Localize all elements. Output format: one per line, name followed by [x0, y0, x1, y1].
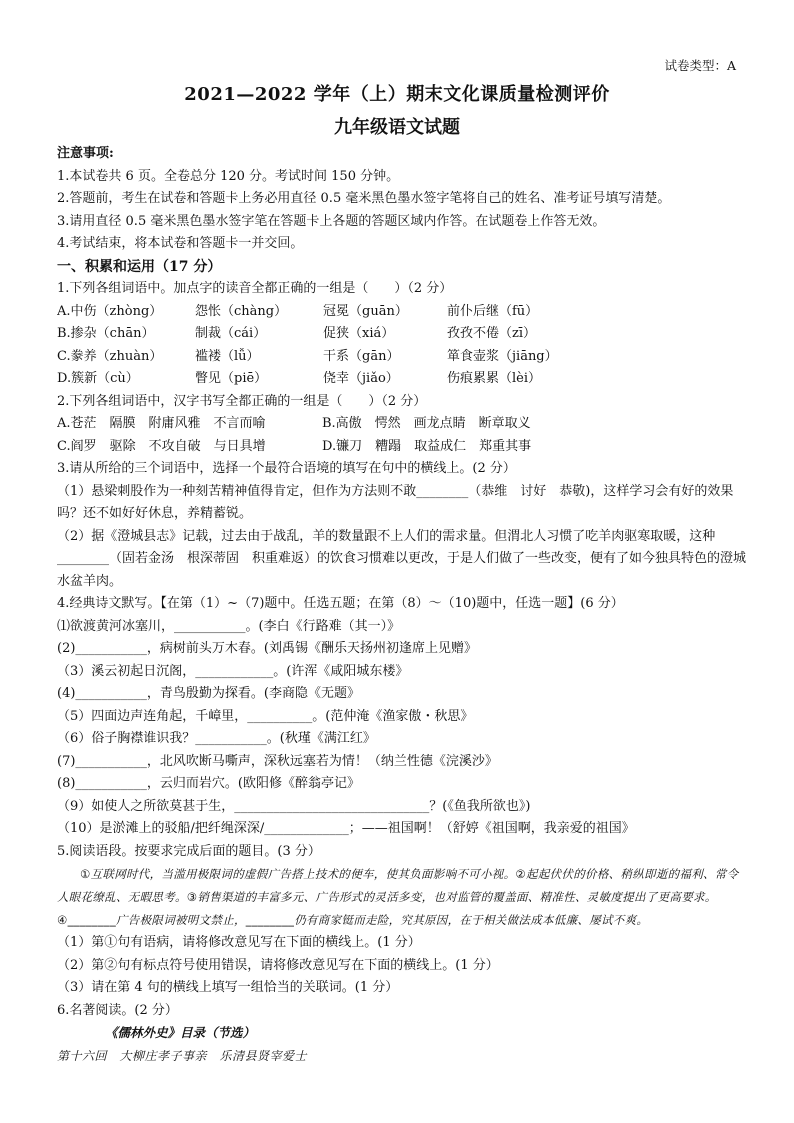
option-text: C.阎罗 驱除 不攻自破 与日具增	[57, 438, 266, 454]
q3-part1: （1）悬梁刺股作为一种刻苦精神值得肯定，但作为方法则不敢________（恭维 讨好 恭敬)，这样学习会有好的效果吗？还不如好好休息，养精蓄锐。	[57, 483, 734, 521]
q5-stem: 5.阅读语段。按要求完成后面的题目。(3 分）	[57, 843, 321, 859]
q1-option-b	[57, 323, 749, 346]
q4-item: (8)___________，云归而岩穴。(欧阳修《醉翁亭记》	[57, 776, 360, 791]
q5-sub: （1）第①句有语病，请将修改意见写在下面的横线上。(1 分）	[57, 935, 421, 950]
option-word: 箪食壶浆（jiāng）	[447, 348, 558, 364]
q2-stem: 2.下列各组词语中，汉字书写全都正确的一组是（ ）（2 分）	[57, 393, 427, 409]
q3-part2: （2）据《澄城县志》记载，过去由于战乱，羊的数量跟不上人们的需求量。但渭北人习惯了吃羊肉驱寒取暖，这种________（固若金汤 根深蒂固 积重难返）的饮食习惯难以更改，于是人们做了一些改变，便有了如今独具特色的澄城水盆羊肉。	[57, 528, 747, 589]
q1-option-d	[57, 368, 749, 391]
section-heading: 一、积累和运用（17 分）	[57, 258, 222, 275]
option-word: C.豢养（zhuàn）	[57, 348, 163, 364]
option-word: 干系（gān）	[323, 348, 400, 364]
option-word: D.簇新（cù）	[57, 371, 139, 386]
q2-options-ab	[57, 413, 749, 436]
q1-option-a	[57, 301, 749, 324]
option-text: D.镰刀 糟蹋 取益成仁 郑重其事	[322, 438, 532, 454]
q4-item: （6）俗子胸襟谁识我？___________。(秋瑾《满江红》	[57, 731, 376, 746]
option-word: 瞥见（piē）	[195, 371, 268, 386]
option-word: 孜孜不倦（zī）	[447, 326, 537, 341]
q4-item: (7)___________，北风吹断马嘶声，深秋远塞若为情！（纳兰性德《浣溪沙》	[57, 753, 498, 769]
option-word: 伤痕累累（lèi）	[447, 371, 542, 386]
note-item: 4.考试结束，将本试卷和答题卡一并交回。	[57, 236, 304, 251]
q4-item: ⑴欲渡黄河冰塞川，___________。(李白《行路难（其一）》	[57, 618, 401, 634]
exam-content	[57, 143, 749, 1067]
q1-option-c	[57, 346, 749, 369]
paper-type-label: 试卷类型：A	[664, 58, 736, 73]
q6-toc-title: 《儒林外史》目录（节选）	[105, 1025, 256, 1040]
option-word: 怨怅（chàng）	[195, 303, 288, 319]
q4-item: (4)___________，青鸟殷勤为探看。(李商隐《无题》	[57, 686, 360, 701]
exam-title: 2021—2022 学年（上）期末文化课质量检测评价	[184, 84, 610, 105]
option-word: A.中伤（zhòng）	[57, 303, 163, 319]
q2-options-cd	[57, 436, 749, 459]
q5-sub: （2）第②句有标点符号使用错误，请将修改意见写在下面的横线上。(1 分）	[57, 957, 499, 973]
option-word: 前仆后继（fū）	[447, 303, 539, 319]
note-item: 2.答题前，考生在试卷和答题卡上务必用直径 0.5 毫米黑色墨水签字笔将自己的姓名、准考证号填写清楚。	[57, 191, 671, 206]
note-item: 3.请用直径 0.5 毫米黑色墨水签字笔在答题卡上各题的答题区域内作答。在试题卷上作答无效。	[57, 213, 606, 229]
q6-toc-line: 第十六回 大柳庄孝子事亲 乐清县贤宰爱士	[57, 1048, 308, 1063]
option-word: 促狭（xiá）	[323, 326, 395, 341]
option-word: 冠冕（guān）	[323, 303, 408, 319]
q6-stem: 6.名著阅读。(2 分）	[57, 1002, 178, 1018]
option-text: B.高傲 愕然 画龙点睛 断章取义	[322, 416, 531, 431]
option-word: B.掺杂（chān）	[57, 326, 155, 341]
q5-passage: ①互联网时代，当滥用极限词的虚假广告搭上技术的便车，使其负面影响不可小视。②起起伏伏的价格、稍纵即逝的福利、常令人眼花缭乱、无暇思考。③销售渠道的丰富多元、广告形式的灵活多变，也对监管的覆盖面、精准性、灵敏度提出了更高要求。④________广告极限词被明文禁止，________仍有商家铤而走险，究其原因，在于相关做法成本低廉、屡试不爽。	[57, 867, 739, 927]
q3-stem: 3.请从所给的三个词语中，选择一个最符合语境的填写在句中的横线上。(2 分）	[57, 461, 516, 476]
option-text: A.苍茫 隔膜 附庸风雅 不言而喻	[57, 416, 266, 431]
option-word: 侥幸（jiǎo）	[323, 371, 399, 386]
q4-item: （9）如使人之所欲莫甚于生，______________________________？(《鱼我所欲也》)	[57, 798, 531, 814]
notes-heading: 注意事项:	[57, 146, 114, 161]
option-word: 制裁（cái）	[195, 326, 267, 341]
q4-item: （10）是淤滩上的驳船/把纤绳深深/_____________；——祖国啊！（舒婷《祖国啊，我亲爱的祖国》	[57, 821, 635, 836]
q4-item: （3）溪云初起日沉阁，____________。(许浑《咸阳城东楼》	[57, 663, 409, 679]
q4-item: （5）四面边声连角起，千嶂里，__________。(范仲淹《渔家傲・秋思》	[57, 708, 474, 724]
q4-item: (2)___________，病树前头万木春。(刘禹锡《酬乐天扬州初逢席上见赠》	[57, 641, 477, 656]
option-word: 褴褛（lǚ）	[195, 348, 260, 364]
q5-sub: （3）请在第 4 句的横线上填写一组恰当的关联词。(1 分）	[57, 980, 399, 995]
exam-subtitle: 九年级语文试题	[334, 117, 460, 138]
note-item: 1.本试卷共 6 页。全卷总分 120 分。考试时间 150 分钟。	[57, 168, 400, 184]
q1-stem: 1.下列各组词语中。加点字的读音全都正确的一组是（ ）（2 分）	[57, 281, 453, 296]
q4-stem: 4.经典诗文默写。【在第（1）~（7)题中。任选五题；在第（8）～（10)题中，任选一题】(6 分）	[57, 596, 624, 611]
